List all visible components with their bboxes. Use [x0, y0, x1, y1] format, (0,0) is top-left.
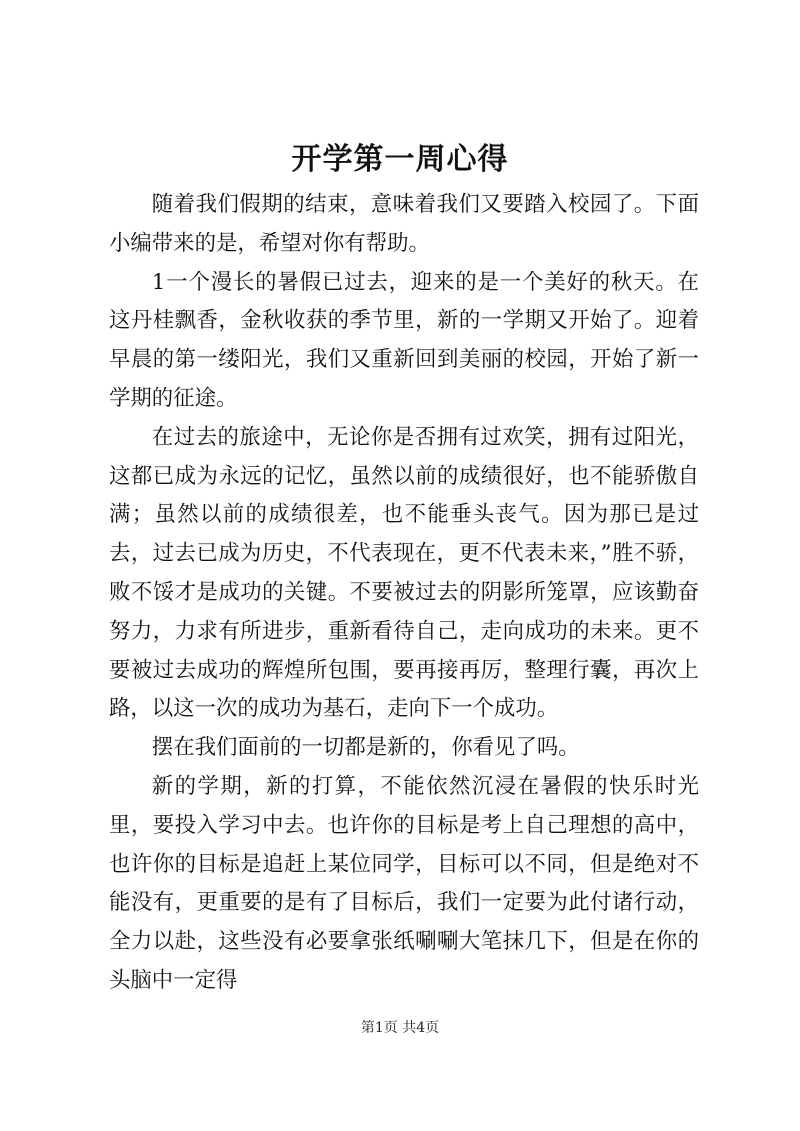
paragraph-autumn: 1一个漫长的暑假已过去，迎来的是一个美好的秋天。在这丹桂飘香，金秋收获的季节里，新的一学期又开始了。迎着早晨的第一缕阳光，我们又重新回到美丽的校园，开始了新一学期的征途。 — [109, 269, 699, 411]
page-number-footer: 第1页 共4页 — [360, 1020, 440, 1036]
paragraph-goals: 新的学期，新的打算，不能依然沉浸在暑假的快乐时光里，要投入学习中去。也许你的目标是考上自己理想的高中，也许你的目标是追赶上某位同学，目标可以不同，但是绝对不能没有，更重要的是有了目标后，我们一定要为此付诸行动，全力以赴，这些没有必要拿张纸唰唰大笔抹几下，但是在你的头脑中一定得 — [109, 773, 699, 993]
paragraph-intro: 随着我们假期的结束，意味着我们又要踏入校园了。下面小编带来的是，希望对你有帮助。 — [109, 192, 699, 256]
paragraph-past: 在过去的旅途中，无论你是否拥有过欢笑，拥有过阳光，这都已成为永远的记忆，虽然以前的成绩很好，也不能骄傲自满；虽然以前的成绩很差，也不能垂头丧气。因为那已是过去，过去已成为历史，不代表现在，更不代表未来，”胜不骄，败不馁才是成功的关键。不要被过去的阴影所笼罩，应该勤奋努力，力求有所进步，重新看待自己，走向成功的未来。更不要被过去成功的辉煌所包围，要再接再厉，整理行囊，再次上路，以这一次的成功为基石，走向下一个成功。 — [109, 424, 699, 722]
document-body — [109, 186, 699, 1001]
document-title: 开学第一周心得 — [291, 142, 509, 177]
paragraph-new: 摆在我们面前的一切都是新的，你看见了吗。 — [151, 735, 580, 761]
